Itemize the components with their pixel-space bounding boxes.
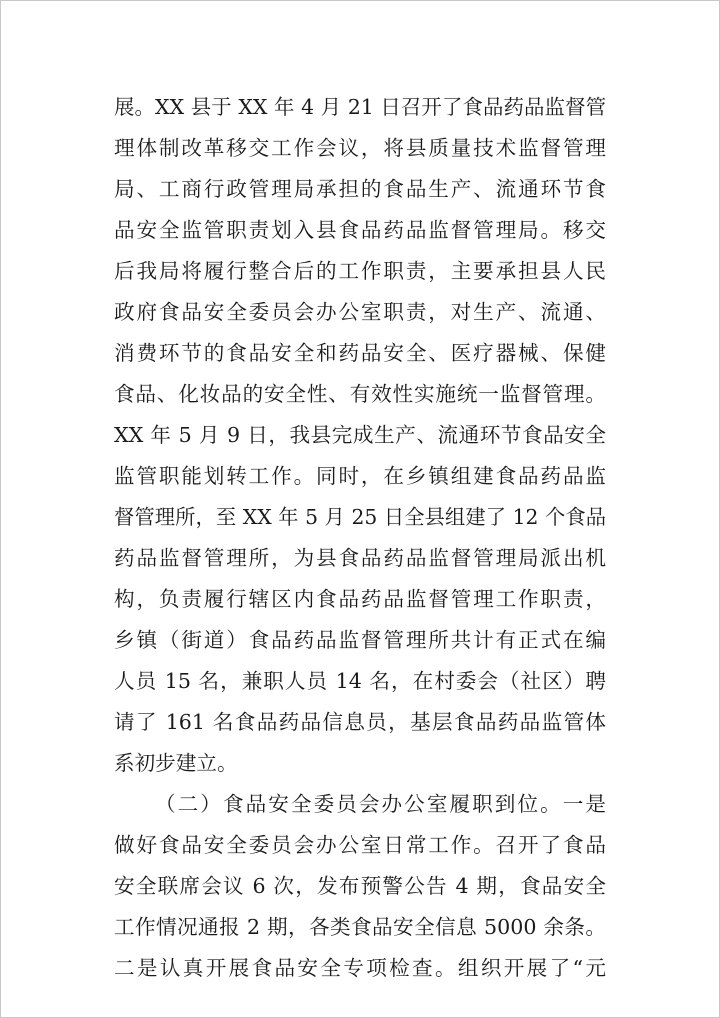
body-text: [114, 87, 606, 989]
text-line: 二是认真开展食品安全专项检查。组织开展了“元: [114, 956, 606, 980]
text-line: 监管职能划转工作。同时，在乡镇组建食品药品监: [114, 464, 606, 488]
text-line: 工作情况通报 2 期，各类食品安全信息 5000 余条。: [114, 915, 606, 939]
text-line: 药品监督管理所，为县食品药品监督管理局派出机: [114, 546, 606, 570]
text-line: 乡镇（街道）食品药品监督管理所共计有正式在编: [114, 628, 606, 652]
text-line: 做好食品安全委员会办公室日常工作。召开了食品: [114, 833, 606, 857]
text-line: 展。XX 县于 XX 年 4 月 21 日召开了食品药品监督管: [114, 95, 606, 119]
text-line: 系初步建立。: [114, 751, 238, 775]
text-line: 督管理所，至 XX 年 5 月 25 日全县组建了 12 个食品: [114, 505, 606, 529]
text-line: XX 年 5 月 9 日，我县完成生产、流通环节食品安全: [114, 423, 606, 447]
text-line: 后我局将履行整合后的工作职责，主要承担县人民: [114, 259, 606, 283]
text-line: 理体制改革移交工作会议，将县质量技术监督管理: [114, 136, 606, 160]
text-line: 局、工商行政管理局承担的食品生产、流通环节食: [114, 177, 606, 201]
text-line: 政府食品安全委员会办公室职责，对生产、流通、: [114, 300, 606, 324]
text-line: 人员 15 名，兼职人员 14 名，在村委会（社区）聘: [114, 669, 606, 693]
text-line: 安全联席会议 6 次，发布预警公告 4 期，食品安全: [114, 874, 606, 898]
section-heading-line: （二）食品安全委员会办公室履职到位。一是: [155, 792, 606, 816]
text-line: 请了 161 名食品药品信息员，基层食品药品监管体: [114, 710, 606, 734]
text-line: 消费环节的食品安全和药品安全、医疗器械、保健: [114, 341, 606, 365]
text-line: 食品、化妆品的安全性、有效性实施统一监督管理。: [114, 382, 606, 406]
text-line: 构，负责履行辖区内食品药品监督管理工作职责，: [114, 587, 606, 611]
text-line: 品安全监管职责划入县食品药品监督管理局。移交: [114, 218, 606, 242]
